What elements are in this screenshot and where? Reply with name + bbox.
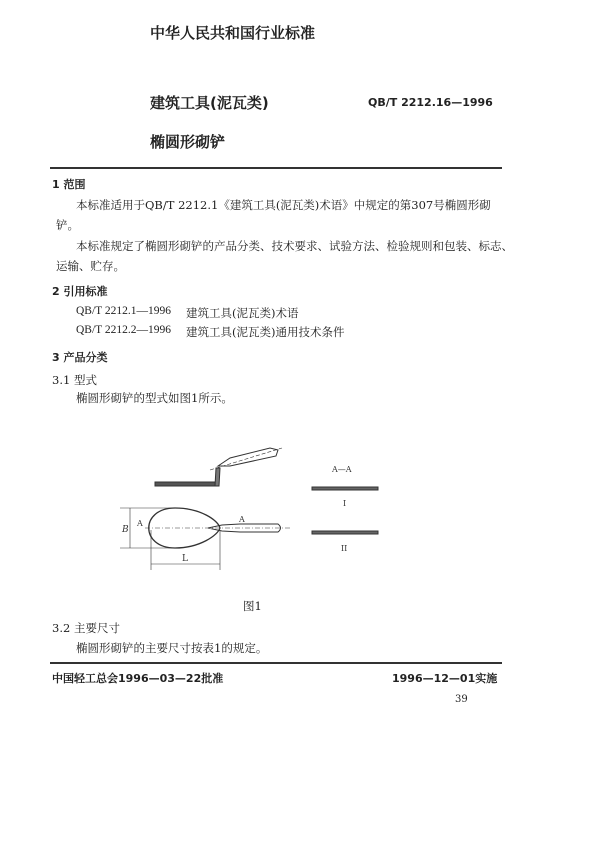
paragraph: 椭圆形砌铲的型式如图1所示。 — [76, 391, 233, 405]
page-number: 39 — [455, 694, 468, 705]
standard-category: 中华人民共和国行业标准 — [150, 24, 316, 42]
reference-title: 建筑工具(泥瓦类)通用技术条件 — [186, 325, 345, 339]
section-variant-II: II — [341, 544, 348, 553]
cross-sections — [312, 487, 378, 534]
figure-1-trowel-drawing — [100, 440, 400, 580]
section-variant-I: I — [343, 499, 347, 508]
section-3-2-heading: 3.2 主要尺寸 — [52, 621, 120, 635]
approval-date: 中国轻工总会1996—03—22批准 — [52, 672, 224, 685]
reference-code: QB/T 2212.1—1996 — [76, 305, 171, 317]
section-3-1-heading: 3.1 型式 — [52, 373, 97, 387]
paragraph: 本标准规定了椭圆形砌铲的产品分类、技术要求、试验方法、检验规则和包装、标志、 — [76, 239, 513, 253]
footer-rule — [50, 662, 502, 664]
dimension-L-label: L — [182, 554, 188, 564]
title-line2: 椭圆形砌铲 — [150, 133, 226, 151]
section-2-heading: 2 引用标准 — [52, 285, 108, 298]
dimension-B-label: B — [122, 525, 129, 535]
effective-date: 1996—12—01实施 — [392, 672, 498, 685]
standard-number: QB/T 2212.16—1996 — [368, 96, 493, 109]
top-view — [120, 508, 292, 570]
paragraph: 运输、贮存。 — [56, 259, 125, 273]
reference-title: 建筑工具(泥瓦类)术语 — [186, 306, 299, 320]
section-3-heading: 3 产品分类 — [52, 351, 108, 364]
section-label: A—A — [332, 465, 352, 474]
title-line1: 建筑工具(泥瓦类) — [150, 94, 269, 112]
paragraph: 铲。 — [56, 218, 79, 232]
paragraph: 本标准适用于QB/T 2212.1《建筑工具(泥瓦类)术语》中规定的第307号椭圆形砌 — [76, 198, 491, 212]
reference-code: QB/T 2212.2—1996 — [76, 324, 171, 336]
section-mark-A: A — [137, 519, 143, 528]
paragraph: 椭圆形砌铲的主要尺寸按表1的规定。 — [76, 641, 268, 655]
section-mark-A: A — [239, 515, 245, 524]
figure-caption: 图1 — [243, 599, 262, 613]
section-1-heading: 1 范围 — [52, 178, 86, 191]
side-view — [155, 448, 282, 486]
header-rule — [50, 167, 502, 169]
